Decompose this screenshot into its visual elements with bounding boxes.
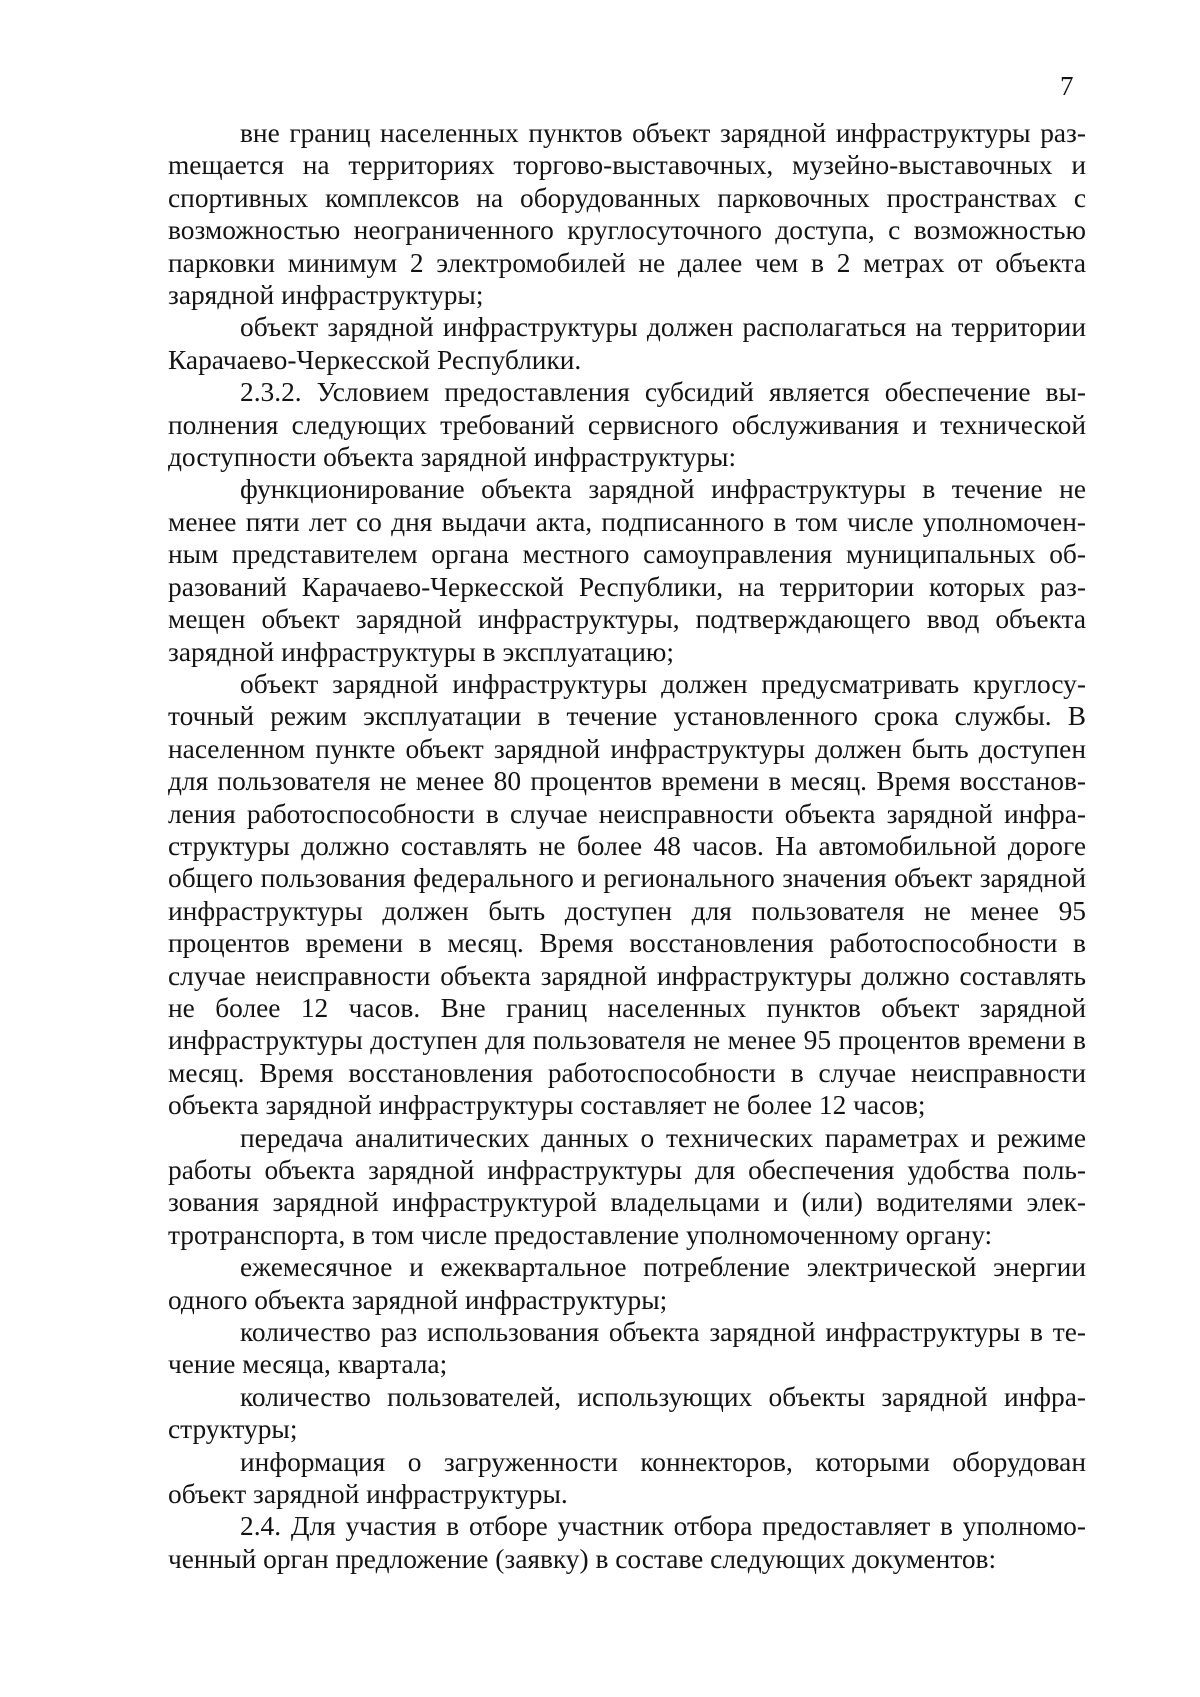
paragraph-2-3-2-service-conditions: 2.3.2. Условием предоставления субсидий является обеспечение выполнения следующих требований сервисного обслуживания и технической доступности объекта зарядной инфраструктуры: — [168, 377, 1086, 473]
paragraph-energy-consumption: ежемесячное и ежеквартальное потребление электрической энергии одного объекта зарядной инфраструктуры; — [168, 1252, 1086, 1315]
document-body — [168, 117, 1086, 1575]
paragraph-connector-load: информация о загруженности коннекторов, которыми оборудован объект зарядной инфраструктуры. — [168, 1446, 1086, 1510]
paragraph-operation-five-years: функционирование объекта зарядной инфраструктуры в течение не менее пяти лет со дня выдачи акта, подписанного в том числе уполномоченным представителем органа местного самоуправления муниципальных образований Карачаево-Черкесской Республики, на территории которых размещен объект зарядной инфраструктуры, подтверждающего ввод объекта зарядной инфраструктуры в эксплуатацию; — [168, 474, 1086, 667]
paragraph-round-the-clock-availability: объект зарядной инфраструктуры должен предусматривать круглосуточный режим эксплуатации в течение установленного срока службы. В населенном пункте объект зарядной инфраструктуры должен быть доступен для пользователя не менее 80 процентов времени в месяц. Время восстановления работоспособности в случае неисправности объекта зарядной инфраструктуры должно составлять не более 48 часов. На автомобильной дороге общего пользования федерального и регионального значения объект зарядной инфраструктуры должен быть доступен для пользователя не менее 95 процентов времени в месяц. Время восстановления работоспособности в случае неисправности объекта зарядной инфраструктуры должно составлять не более 12 часов. Вне границ населенных пунктов объект зарядной инфраструктуры доступен для пользователя не менее 95 процентов времени в месяц. Время восстановления работоспособности в случае неисправности объекта зарядной инфраструктуры составляет не более 12 часов; — [168, 668, 1086, 1121]
page-number: 7 — [1060, 71, 1074, 101]
paragraph-territory-requirement: объект зарядной инфраструктуры должен располагаться на территории Карачаево-Черкесской Республики. — [168, 312, 1086, 375]
paragraph-usage-count: количество раз использования объекта зарядной инфраструктуры в течение месяца, квартала; — [168, 1317, 1086, 1380]
paragraph-analytics-transfer: передача аналитических данных о технических параметрах и режиме работы объекта зарядной инфраструктуры для обеспечения удобства пользования зарядной инфраструктурой владельцами и (или) водителями электротранспорта, в том числе предоставление уполномоченному органу: — [168, 1122, 1086, 1250]
paragraph-2-4-application-documents: 2.4. Для участия в отборе участник отбора предоставляет в уполномоченный орган предложение (заявку) в составе следующих документов: — [168, 1511, 1086, 1574]
paragraph-charging-outside-settlements: вне границ населенных пунктов объект зарядной инфраструктуры разmещается на территориях торгово-выставочных, музейно-выставочных и спортивных комплексов на оборудованных парковочных пространствах с возможностью неограниченного круглосуточного доступа, с возможностью парковки минимум 2 электромобилей не далее чем в 2 метрах от объекта зарядной инфраструктуры; — [168, 118, 1086, 311]
paragraph-user-count: количество пользователей, использующих объекты зарядной инфраструктуры; — [168, 1381, 1086, 1445]
